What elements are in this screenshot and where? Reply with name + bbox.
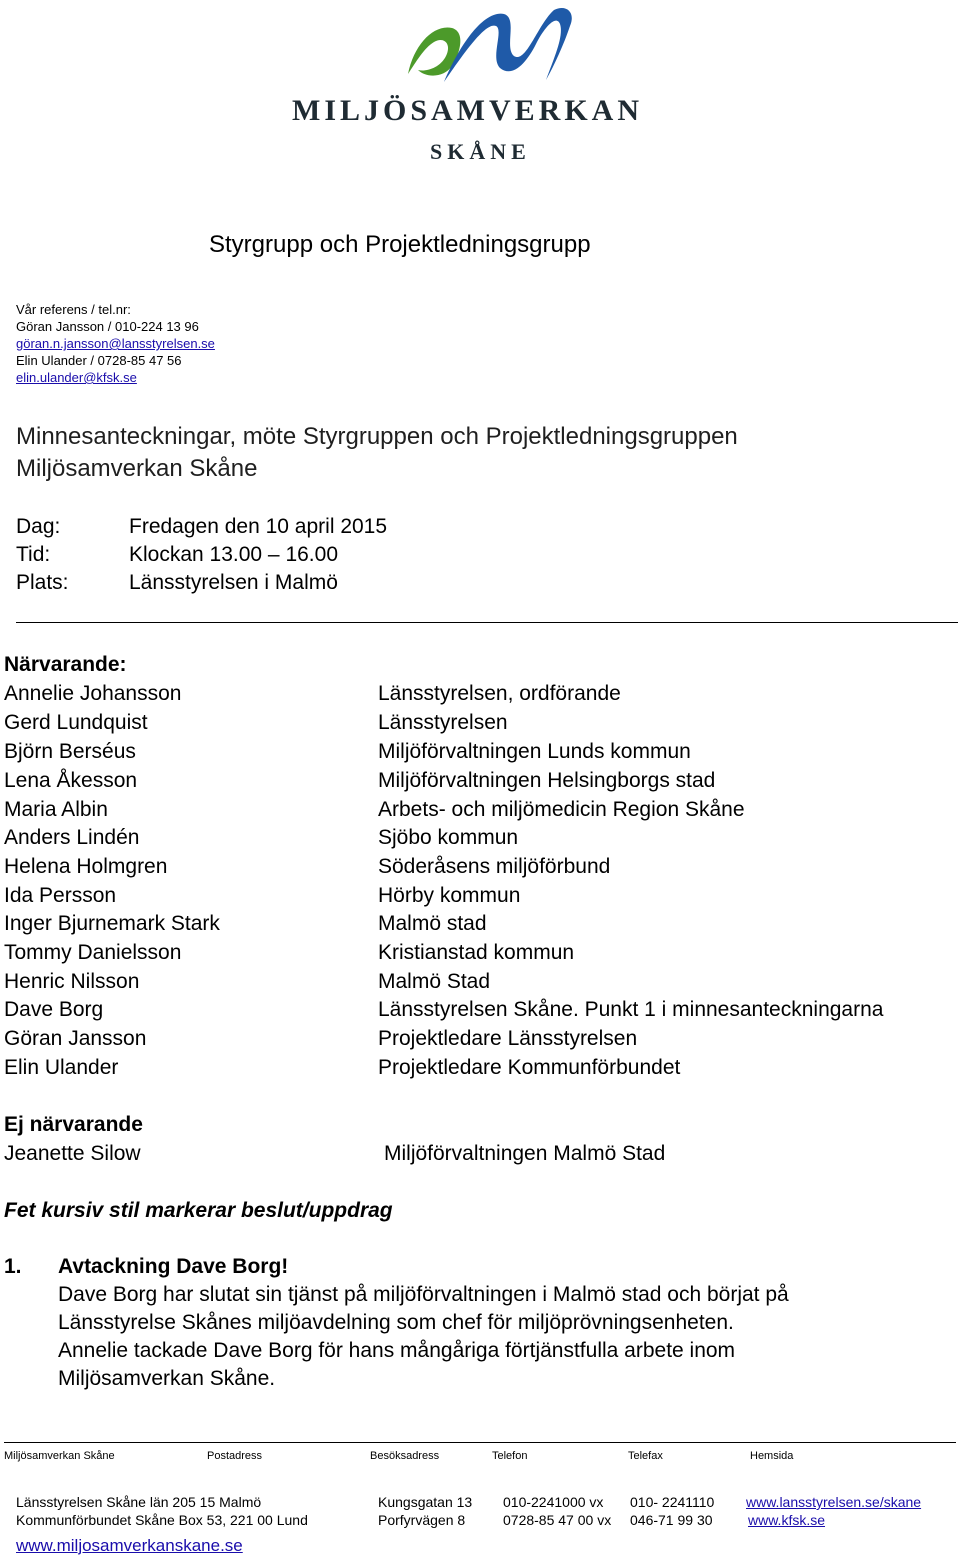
attendee-name: Dave Borg [4, 998, 104, 1021]
item-text-line: Dave Borg har slutat sin tjänst på miljöförvaltningen i Malmö stad och börjat på [58, 1283, 789, 1306]
present-heading: Närvarande: [4, 653, 127, 676]
attendee-org: Malmö Stad [378, 970, 491, 993]
footer-postal: Kommunförbundet Skåne Box 53, 221 00 Lund [16, 1512, 308, 1528]
footer-header-phone: Telefon [492, 1450, 528, 1462]
divider [16, 622, 958, 623]
footer-divider [4, 1442, 956, 1443]
attendee-name: Ida Persson [4, 884, 117, 907]
attendee-name: Gerd Lundquist [4, 711, 148, 734]
attendee-name: Elin Ulander [4, 1056, 119, 1079]
footer-phone: 010-2241000 vx [503, 1494, 604, 1510]
attendee-org: Söderåsens miljöförbund [378, 855, 611, 878]
footer-header-visit: Besöksadress [370, 1450, 440, 1462]
attendee-name: Anders Lindén [4, 826, 140, 849]
attendee-org: Sjöbo kommun [378, 826, 519, 849]
meeting-day-value: Fredagen den 10 april 2015 [129, 515, 388, 538]
minutes-heading-line-2: Miljösamverkan Skåne [16, 455, 258, 482]
attendee-org: Miljöförvaltningen Lunds kommun [378, 740, 691, 763]
document-title: Styrgrupp och Projektledningsgrupp [209, 231, 591, 258]
footer-header-postal: Postadress [207, 1450, 263, 1462]
item-text-line: Miljösamverkan Skåne. [58, 1367, 276, 1390]
footer-visit: Porfyrvägen 8 [378, 1512, 466, 1528]
footer-phone: 0728-85 47 00 vx [503, 1512, 612, 1528]
footer-site-link[interactable]: www.miljosamverkanskane.se [16, 1536, 243, 1555]
attendee-name: Henric Nilsson [4, 970, 140, 993]
footer-fax: 046-71 99 30 [630, 1512, 713, 1528]
attendee-org: Projektledare Kommunförbundet [378, 1056, 681, 1079]
absent-name: Jeanette Silow [4, 1142, 141, 1165]
attendee-org: Malmö stad [378, 912, 487, 935]
minutes-heading-line-1: Minnesanteckningar, möte Styrgruppen och Projektledningsgruppen [16, 423, 738, 450]
footer-fax: 010- 2241110 [630, 1494, 715, 1510]
logo-brand: MILJÖSAMVERKAN [292, 94, 644, 127]
attendee-name: Lena Åkesson [4, 769, 138, 792]
meeting-time-label: Tid: [16, 543, 51, 566]
logo-region: SKÅNE [430, 139, 531, 164]
reference-email-2[interactable]: elin.ulander@kfsk.se [16, 370, 137, 385]
footer-header-web: Hemsida [750, 1450, 794, 1462]
attendee-org: Projektledare Länsstyrelsen [378, 1027, 638, 1050]
item-text-line: Annelie tackade Dave Borg för hans mångåriga förtjänstfulla arbete inom [58, 1339, 736, 1362]
absent-heading: Ej närvarande [4, 1113, 143, 1136]
attendee-org: Arbets- och miljömedicin Region Skåne [378, 798, 745, 821]
attendee-name: Inger Bjurnemark Stark [4, 912, 220, 935]
footer-visit: Kungsgatan 13 [378, 1494, 473, 1510]
footer-header-org: Miljösamverkan Skåne [4, 1450, 115, 1462]
attendee-name: Björn Berséus [4, 740, 136, 763]
reference-email-1[interactable]: göran.n.jansson@lansstyrelsen.se [16, 336, 215, 351]
reference-contact-1: Göran Jansson / 010-224 13 96 [16, 319, 199, 334]
attendee-org: Hörby kommun [378, 884, 521, 907]
footer-header-fax: Telefax [628, 1450, 663, 1462]
meeting-place-value: Länsstyrelsen i Malmö [129, 571, 338, 594]
meeting-time-value: Klockan 13.00 – 16.00 [129, 543, 338, 566]
reference-contact-2: Elin Ulander / 0728-85 47 56 [16, 353, 182, 368]
attendee-org: Länsstyrelsen [378, 711, 508, 734]
footer-postal: Länsstyrelsen Skåne län 205 15 Malmö [16, 1494, 262, 1510]
item-title: Avtackning Dave Borg! [58, 1255, 289, 1278]
footer-web-link[interactable]: www.kfsk.se [748, 1512, 826, 1528]
attendee-name: Annelie Johansson [4, 682, 182, 705]
attendee-name: Helena Holmgren [4, 855, 168, 878]
logo-swoosh-icon [404, 4, 576, 90]
item-number: 1. [4, 1255, 22, 1278]
attendee-org: Länsstyrelsen, ordförande [378, 682, 621, 705]
absent-org: Miljöförvaltningen Malmö Stad [384, 1142, 666, 1165]
attendee-name: Tommy Danielsson [4, 941, 182, 964]
item-text-line: Länsstyrelse Skånes miljöavdelning som chef för miljöprövningsenheten. [58, 1311, 734, 1334]
attendee-org: Miljöförvaltningen Helsingborgs stad [378, 769, 716, 792]
meeting-day-label: Dag: [16, 515, 61, 538]
meeting-place-label: Plats: [16, 571, 69, 594]
attendee-org: Länsstyrelsen Skåne. Punkt 1 i minnesanteckningarna [378, 998, 884, 1021]
attendee-name: Maria Albin [4, 798, 108, 821]
footer-web-link[interactable]: www.lansstyrelsen.se/skane [746, 1494, 922, 1510]
attendee-org: Kristianstad kommun [378, 941, 575, 964]
reference-label: Vår referens / tel.nr: [16, 302, 131, 317]
decision-legend-note: Fet kursiv stil markerar beslut/uppdrag [4, 1199, 393, 1222]
attendee-name: Göran Jansson [4, 1027, 147, 1050]
